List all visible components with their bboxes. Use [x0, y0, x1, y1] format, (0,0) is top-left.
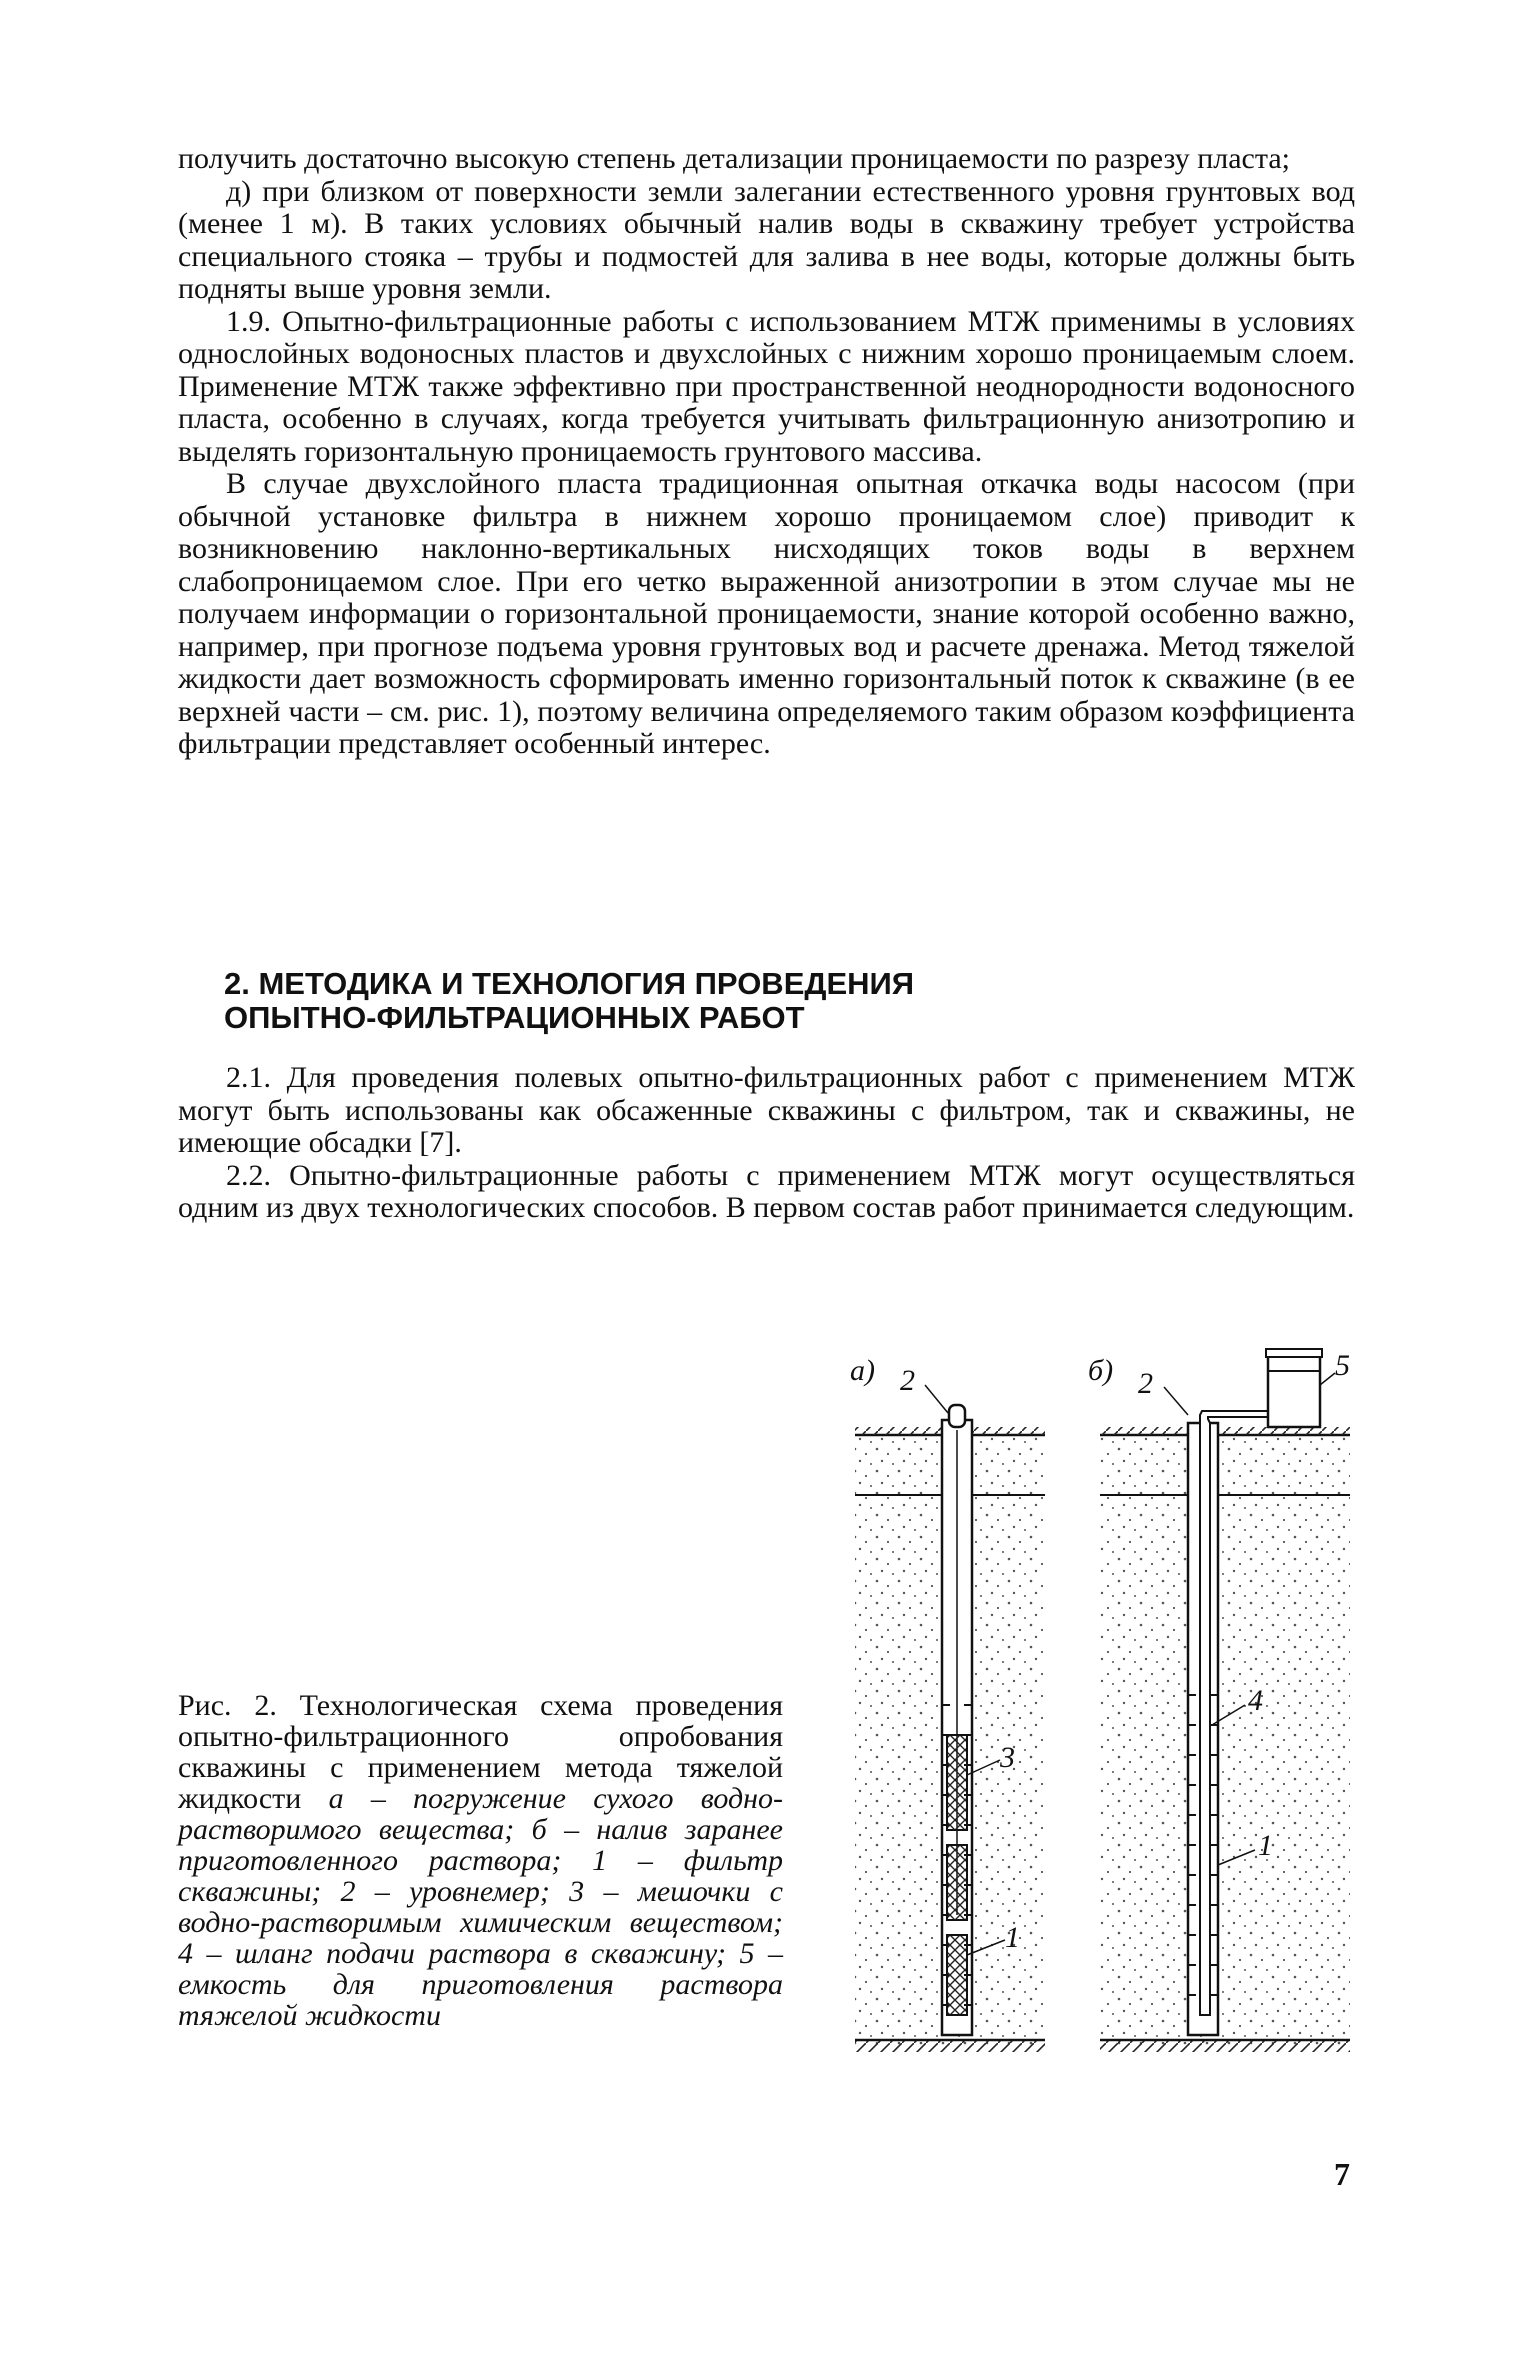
leader-5-b [1320, 1373, 1335, 1385]
figure-caption-legend: а – погружение сухого водно-растворимого вещества; б – налив заранее приготовленного раствора; 1 – фильтр скважины; 2 – уровнемер; 3 – мешочки с водно-растворимым химическим веществом; 4 – шланг подачи раствора в скважину; 5 – емкость для приготовления раствора тяжелой жидкости [178, 1782, 784, 2032]
label-2-b: 2 [1138, 1367, 1153, 1400]
label-3-a: 3 [1000, 1741, 1015, 1774]
label-5-b: 5 [1335, 1349, 1350, 1382]
soil-layer-b [1100, 1435, 1350, 2045]
page-number: 7 [1334, 2156, 1350, 2192]
panel-b [1088, 1349, 1350, 2052]
panel-b-label: б) [1088, 1354, 1114, 1387]
figure-caption-title: Рис. 2. Технологическая схема проведения опытно-фильтрационного опробования скважины с применением метода тяжелой жидкости [178, 1689, 783, 1815]
solution-container-b [1268, 1355, 1320, 1427]
leader-2-a [925, 1385, 948, 1413]
paragraph-2-1: 2.1. Для проведения полевых опытно-фильтрационных работ с применением МТЖ могут быть использованы как обсаженные скважины с фильтром, так и скважины, не имеющие обсадки [7]. [178, 1061, 1355, 1159]
chemical-bags-a [947, 1735, 967, 2015]
label-2-a: 2 [900, 1364, 915, 1397]
section-heading [224, 967, 1224, 1035]
paragraph-item-d: д) при близком от поверхности земли залегании естественного уровня грунтовых вод (менее 1 м). В таких условиях обычный налив воды в скважину требует устройства специального стояка – трубы и подмостей для залива в нее воды, которые должны быть подняты выше уровня земли. [178, 174, 1355, 305]
panel-a-label: а) [850, 1354, 875, 1387]
paragraph-1-9: 1.9. Опытно-фильтрационные работы с использованием МТЖ применимы в условиях однослойных водоносных пластов и двухслойных с нижним хорошо проницаемым слоем. Применение МТЖ также эффективно при пространственной неоднородности водоносного пласта, особенно в случаях, когда требуется учитывать фильтрационную анизотропию и выделять горизонтальную проницаемость грунтового массива. [178, 304, 1355, 468]
figure-caption [178, 1690, 783, 2031]
leader-2-b [1164, 1387, 1188, 1415]
body-text-top [178, 143, 1355, 761]
bottom-hatch-b [1100, 2040, 1350, 2052]
paragraph-continuation: получить достаточно высокую степень детализации проницаемости по разрезу пласта; [178, 142, 1290, 175]
paragraph-two-layer: В случае двухслойного пласта традиционная опытная откачка воды насосом (при обычной установке фильтра в нижнем хорошо проницаемом слое) приводит к возникновению наклонно-вертикальных нисходящих токов воды в верхнем слабопроницаемом слое. При его четко выраженной анизотропии в этом случае мы не получаем информации о горизонтальной проницаемости, знание которой особенно важно, например, при прогнозе подъема уровня грунтовых вод и расчете дренажа. Метод тяжелой жидкости дает возможность сформировать именно горизонтальный поток к скважине (в ее верхней части – см. рис. 1), поэтому величина определяемого таким образом коэффициента фильтрации представляет особенный интерес. [178, 467, 1355, 760]
label-4-b: 4 [1248, 1684, 1263, 1717]
paragraph-2-2: 2.2. Опытно-фильтрационные работы с применением МТЖ могут осуществляться одним из двух технологических способов. В первом состав работ принимается следующим. [178, 1158, 1355, 1224]
label-1-a: 1 [1005, 1921, 1020, 1954]
bottom-hatch-a [855, 2040, 1045, 2052]
body-text-section2 [178, 1062, 1355, 1225]
panel-a [850, 1354, 1045, 2052]
level-gauge-a [949, 1405, 965, 1427]
label-1-b: 1 [1258, 1829, 1273, 1862]
section-heading-line1: 2. МЕТОДИКА И ТЕХНОЛОГИЯ ПРОВЕДЕНИЯ [224, 966, 915, 1001]
section-heading-line2: ОПЫТНО-ФИЛЬТРАЦИОННЫХ РАБОТ [224, 1000, 805, 1035]
well-diagram-figure [830, 1335, 1365, 2125]
